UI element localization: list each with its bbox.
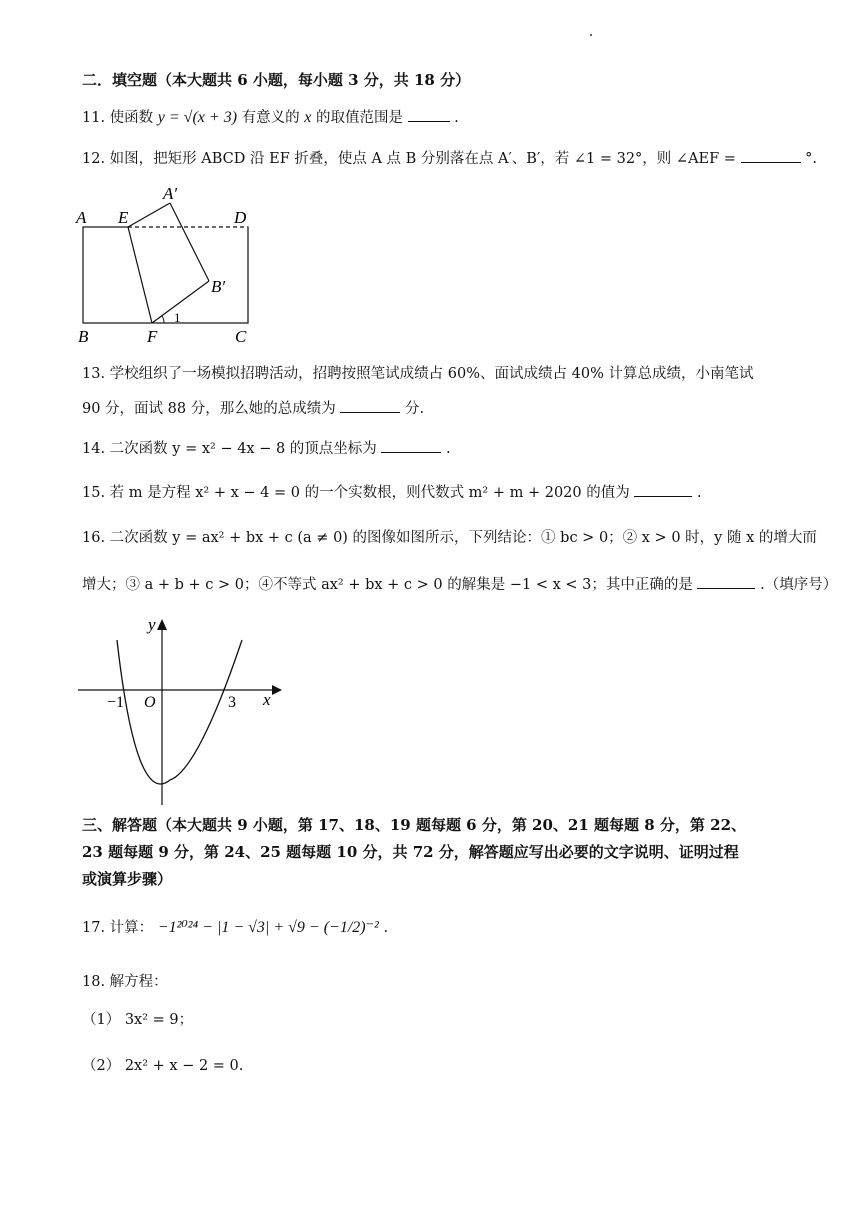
q11-number: 11. bbox=[82, 110, 106, 126]
q18-number: 18. bbox=[82, 974, 106, 990]
question-15 bbox=[82, 482, 702, 503]
q17-number: 17. bbox=[82, 920, 106, 936]
q11-answer-blank[interactable] bbox=[408, 107, 450, 122]
q15-end: . bbox=[696, 485, 702, 501]
label-e: E bbox=[118, 208, 129, 227]
q13-end: 分. bbox=[404, 401, 425, 417]
root-right-label: 3 bbox=[228, 694, 236, 711]
fold-line-ef bbox=[128, 227, 152, 323]
q16-number: 16. bbox=[82, 530, 106, 546]
question-14 bbox=[82, 438, 451, 459]
label-b: B bbox=[78, 327, 89, 346]
segment-b-prime-f bbox=[152, 281, 209, 323]
section-3-title-line-3: 或演算步骤） bbox=[82, 870, 173, 888]
question-13-line-2 bbox=[82, 398, 424, 419]
section-3-title-line-2: 23 题每题 9 分，第 24、25 题每题 10 分，共 72 分，解答题应写出必要的文字说明、证明过程 bbox=[82, 843, 739, 861]
q12-text: 如图，把矩形 ABCD 沿 EF 折叠，使点 A 点 B 分别落在点 A′、B′，若 ∠1 = 32°，则 ∠AEF = bbox=[109, 151, 736, 167]
q17-label: 计算： bbox=[109, 920, 154, 936]
q11-expression: y = √(x + 3) bbox=[157, 109, 238, 126]
q14-number: 14. bbox=[82, 441, 106, 457]
rectangle-abcd bbox=[83, 227, 248, 323]
q18-part-2: （2） 2x² + x − 2 = 0. bbox=[82, 1058, 244, 1074]
angle-1-arc bbox=[162, 316, 164, 323]
q13-text-line-1: 学校组织了一场模拟招聘活动，招聘按照笔试成绩占 60%、面试成绩占 40% 计算总成绩，小南笔试 bbox=[109, 366, 754, 382]
q16-end: .（填序号） bbox=[760, 577, 838, 593]
question-18 bbox=[82, 972, 168, 992]
label-a: A bbox=[76, 208, 87, 227]
label-a-prime: A′ bbox=[163, 184, 178, 203]
question-11 bbox=[82, 107, 459, 128]
q13-answer-blank[interactable] bbox=[340, 398, 400, 413]
label-f: F bbox=[147, 327, 158, 346]
q13-number: 13. bbox=[82, 366, 106, 382]
question-16-line-1 bbox=[82, 528, 817, 548]
section-2-title: 二．填空题（本大题共 6 小题，每小题 3 分，共 18 分） bbox=[82, 71, 471, 89]
x-axis-arrow bbox=[272, 685, 282, 695]
q14-end: . bbox=[446, 441, 451, 457]
q11-text-b: 有意义的 bbox=[241, 110, 300, 126]
question-12 bbox=[82, 148, 817, 169]
q11-text-c: 的取值范围是 bbox=[315, 110, 403, 126]
q17-expression: −1²⁰²⁴ − |1 − √3| + √9 − (−1/2)⁻² bbox=[157, 919, 379, 936]
q14-answer-blank[interactable] bbox=[381, 438, 441, 453]
label-c: C bbox=[235, 327, 247, 346]
q13-text-line-2: 90 分，面试 88 分，那么她的总成绩为 bbox=[82, 401, 336, 417]
q15-text: 若 m 是方程 x² + x − 4 = 0 的一个实数根，则代数式 m² + m + 2020 的值为 bbox=[109, 485, 630, 501]
question-13-line-1 bbox=[82, 364, 753, 384]
question-17 bbox=[82, 918, 388, 938]
question-16-line-2 bbox=[82, 574, 837, 595]
q16-answer-blank[interactable] bbox=[697, 574, 755, 589]
q16-text-line-1: 二次函数 y = ax² + bx + c (a ≠ 0) 的图像如图所示，下列结论：① bc > 0；② x > 0 时，y 随 x 的增大而 bbox=[109, 530, 817, 546]
q11-variable: x bbox=[304, 109, 312, 126]
segment-a-prime-b-prime bbox=[170, 203, 209, 281]
origin-label: O bbox=[144, 694, 156, 711]
figure-16-parabola bbox=[70, 610, 290, 810]
figure-12-folded-rectangle bbox=[70, 180, 270, 350]
q12-number: 12. bbox=[82, 151, 106, 167]
y-axis-label: y bbox=[148, 615, 156, 634]
section-3-title-line-1: 三、解答题（本大题共 9 小题，第 17、18、19 题每题 6 分，第 20、21 题每题 8 分，第 22、 bbox=[82, 816, 747, 834]
q12-answer-blank[interactable] bbox=[741, 148, 801, 163]
q18-label: 解方程： bbox=[109, 974, 168, 990]
q11-text-a: 使函数 bbox=[109, 110, 154, 126]
label-d: D bbox=[234, 208, 247, 227]
q11-end: . bbox=[454, 110, 459, 126]
root-left-label: −1 bbox=[107, 694, 125, 711]
scan-dot bbox=[590, 34, 592, 36]
parabola-curve bbox=[117, 640, 242, 784]
q12-end: °. bbox=[805, 151, 818, 167]
q17-end: . bbox=[383, 920, 389, 936]
label-b-prime: B′ bbox=[211, 277, 226, 296]
q16-text-line-2: 增大；③ a + b + c > 0；④不等式 ax² + bx + c > 0 的解集是 −1 < x < 3；其中正确的是 bbox=[82, 577, 693, 593]
y-axis-arrow bbox=[157, 619, 167, 630]
q15-number: 15. bbox=[82, 485, 106, 501]
q15-answer-blank[interactable] bbox=[634, 482, 692, 497]
segment-ea-prime bbox=[128, 203, 170, 227]
q14-text: 二次函数 y = x² − 4x − 8 的顶点坐标为 bbox=[109, 441, 377, 457]
x-axis-label: x bbox=[263, 690, 271, 709]
label-angle-1: 1 bbox=[174, 310, 181, 325]
q18-part-1: （1） 3x² = 9； bbox=[82, 1012, 194, 1028]
